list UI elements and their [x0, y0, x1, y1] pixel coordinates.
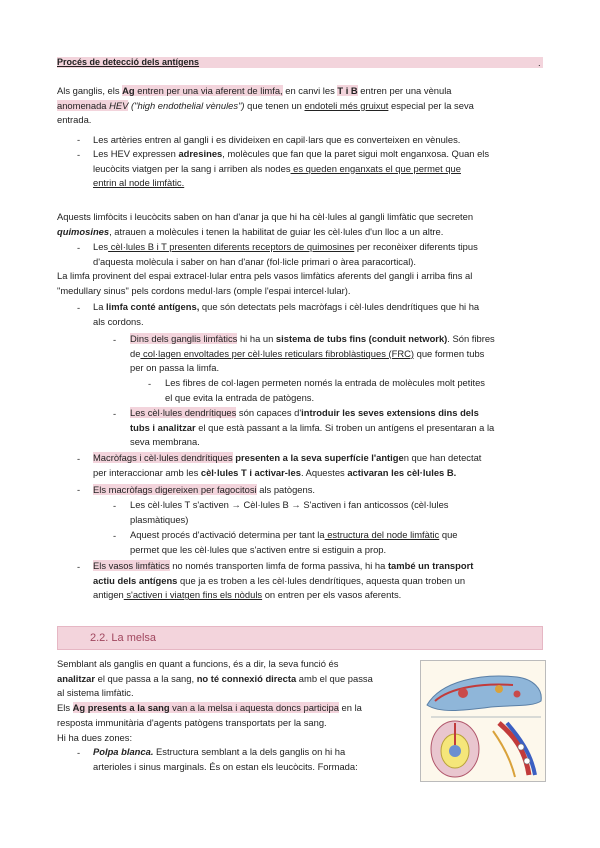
bullet-dash: - — [77, 561, 81, 572]
page-heading: Procés de detecció dels antígens — [57, 57, 200, 67]
bullet-dendritic: Les cèl·lules dendrítiques són capaces d'introduir les seves extensions dins dels tubs i analitzar el que està passant a la limfa. Si troben un antígens el presentaran a la seva membrana. — [130, 407, 495, 448]
paragraph-5-line2: resposta immunitària d'agents patògens transportats per la sang. — [57, 717, 327, 728]
paragraph-3: La limfa provinent del espai extracel·lular entra pels vasos limfàtics aferents del gangli i arriba fins al "medullary sinus" pels cordons medul·lars (omple l'espai intercel·lular). — [57, 270, 473, 296]
bullet-macrophages: Macròfags i cèl·lules dendrítiques presenten a la seva superfície l'antigen que han detectat per interaccionar amb les cèl·lules T i activar-les. Aquestes activaran les cèl·lules B. — [93, 452, 482, 478]
bullet-dash: - — [148, 378, 152, 389]
bullet-dash: - — [113, 334, 117, 345]
bullet-dash: - — [77, 747, 81, 758]
paragraph-2: Aquests limfòcits i leucòcits saben on han d'anar ja que hi ha cèl·lules al gangli limfàtic que secreten quimosines, atrauen a molècules i tenen la habilitat de guiar les cèl·lules d'un lloc a un altre. — [57, 211, 474, 237]
bullet-dash: - — [77, 242, 81, 253]
spleen-figure — [420, 660, 546, 782]
bullet-dash: - — [77, 484, 81, 495]
spleen-diagram — [421, 661, 546, 782]
bullet-collagen: Les fibres de col·lagen permeten només la entrada de molècules molt petites el que evita la entrada de patògens. — [165, 377, 485, 403]
p1-line3: entrada. — [57, 114, 92, 126]
bullet-lymph-vessels: Els vasos limfàtics no només transporten limfa de forma passiva, hi ha també un transport actiu dels antígens que ja es troben a les cèl·lules dendrítiques, aquesta quan troben un antigen s'activen i viatgen fins els nòduls on entren per els vasos aferents. — [93, 560, 474, 601]
bullet-arteries: Les artèries entren al gangli i es divideixen en capil·lars que es converteixen en vènules. — [93, 134, 461, 145]
bullet-dash: - — [77, 453, 81, 464]
bullet-conduit: Dins dels ganglis limfàtics hi ha un sistema de tubs fins (conduit network). Són fibres de col·lagen envoltades per cèl·lules reticulars fibroblàstiques (FRC) que formen tubs per on passa la limfa. — [130, 333, 495, 374]
paragraph-4: Semblant als ganglis en quant a funcions, és a dir, la seva funció és analitzar el que passa a la sang, no té connexió directa amb el que passa al sistema limfàtic. — [57, 658, 373, 699]
paragraph-1 — [57, 84, 543, 128]
paragraph-6: Hi ha dues zones: — [57, 732, 133, 743]
paragraph-5-line1: Els Ag presents a la sang van a la melsa i aquesta doncs participa en la — [57, 702, 362, 713]
bullet-dash: - — [113, 530, 117, 541]
bullet-dash: - — [77, 149, 81, 160]
heading-end: . — [538, 57, 541, 68]
p1-line1: Als ganglis, els Ag entren per una via aferent de limfa, en canvi les T i B entren per una vènula — [57, 85, 452, 96]
section-title: 2.2. La melsa — [90, 632, 157, 644]
bullet-dash: - — [113, 500, 117, 511]
bullet-structure: Aquest procés d'activació determina per tant la estructura del node limfàtic que permet que les cèl·lules que s'activen entre si estiguin a prop. — [130, 529, 458, 555]
bullet-dash: - — [77, 302, 81, 313]
bullet-dash: - — [77, 134, 81, 145]
p1-line2: anomenada HEV ("high endothelial vènules") que tenen un endoteli més gruixut especial per la seva — [57, 99, 474, 111]
bullet-activation: Les cèl·lules T s'activen → Cèl·lules B → S'activen i fan anticossos (cèl·lules plasmàtiques) — [130, 499, 449, 525]
bullet-receptors: Les cèl·lules B i T presenten diferents receptors de quimosines per reconèixer diferents tipus d'aquesta molècula i saber on han d'anar (fol·licle primari o àrea paracortical). — [93, 241, 478, 267]
bullet-white-pulp: Polpa blanca. Estructura semblant a la dels ganglis on hi ha arterioles i sinus marginals. És on estan els leucòcits. Formada: — [93, 746, 358, 772]
bullet-dash: - — [113, 408, 117, 419]
bullet-lymph: La limfa conté antígens, que són detectats pels macròfags i cèl·lules dendrítiques que hi ha als cordons. — [93, 301, 480, 327]
bullet-phagocytosis: Els macròfags digereixen per fagocitosi als patògens. — [93, 484, 315, 495]
bullet-hev: Les HEV expressen adresines, molècules que fan que la paret sigui molt enganxosa. Quan els leucòcits viatgen per la sang i arriben als nodes es queden enganxats el que permet que entrin al node limfàtic. — [93, 148, 490, 189]
